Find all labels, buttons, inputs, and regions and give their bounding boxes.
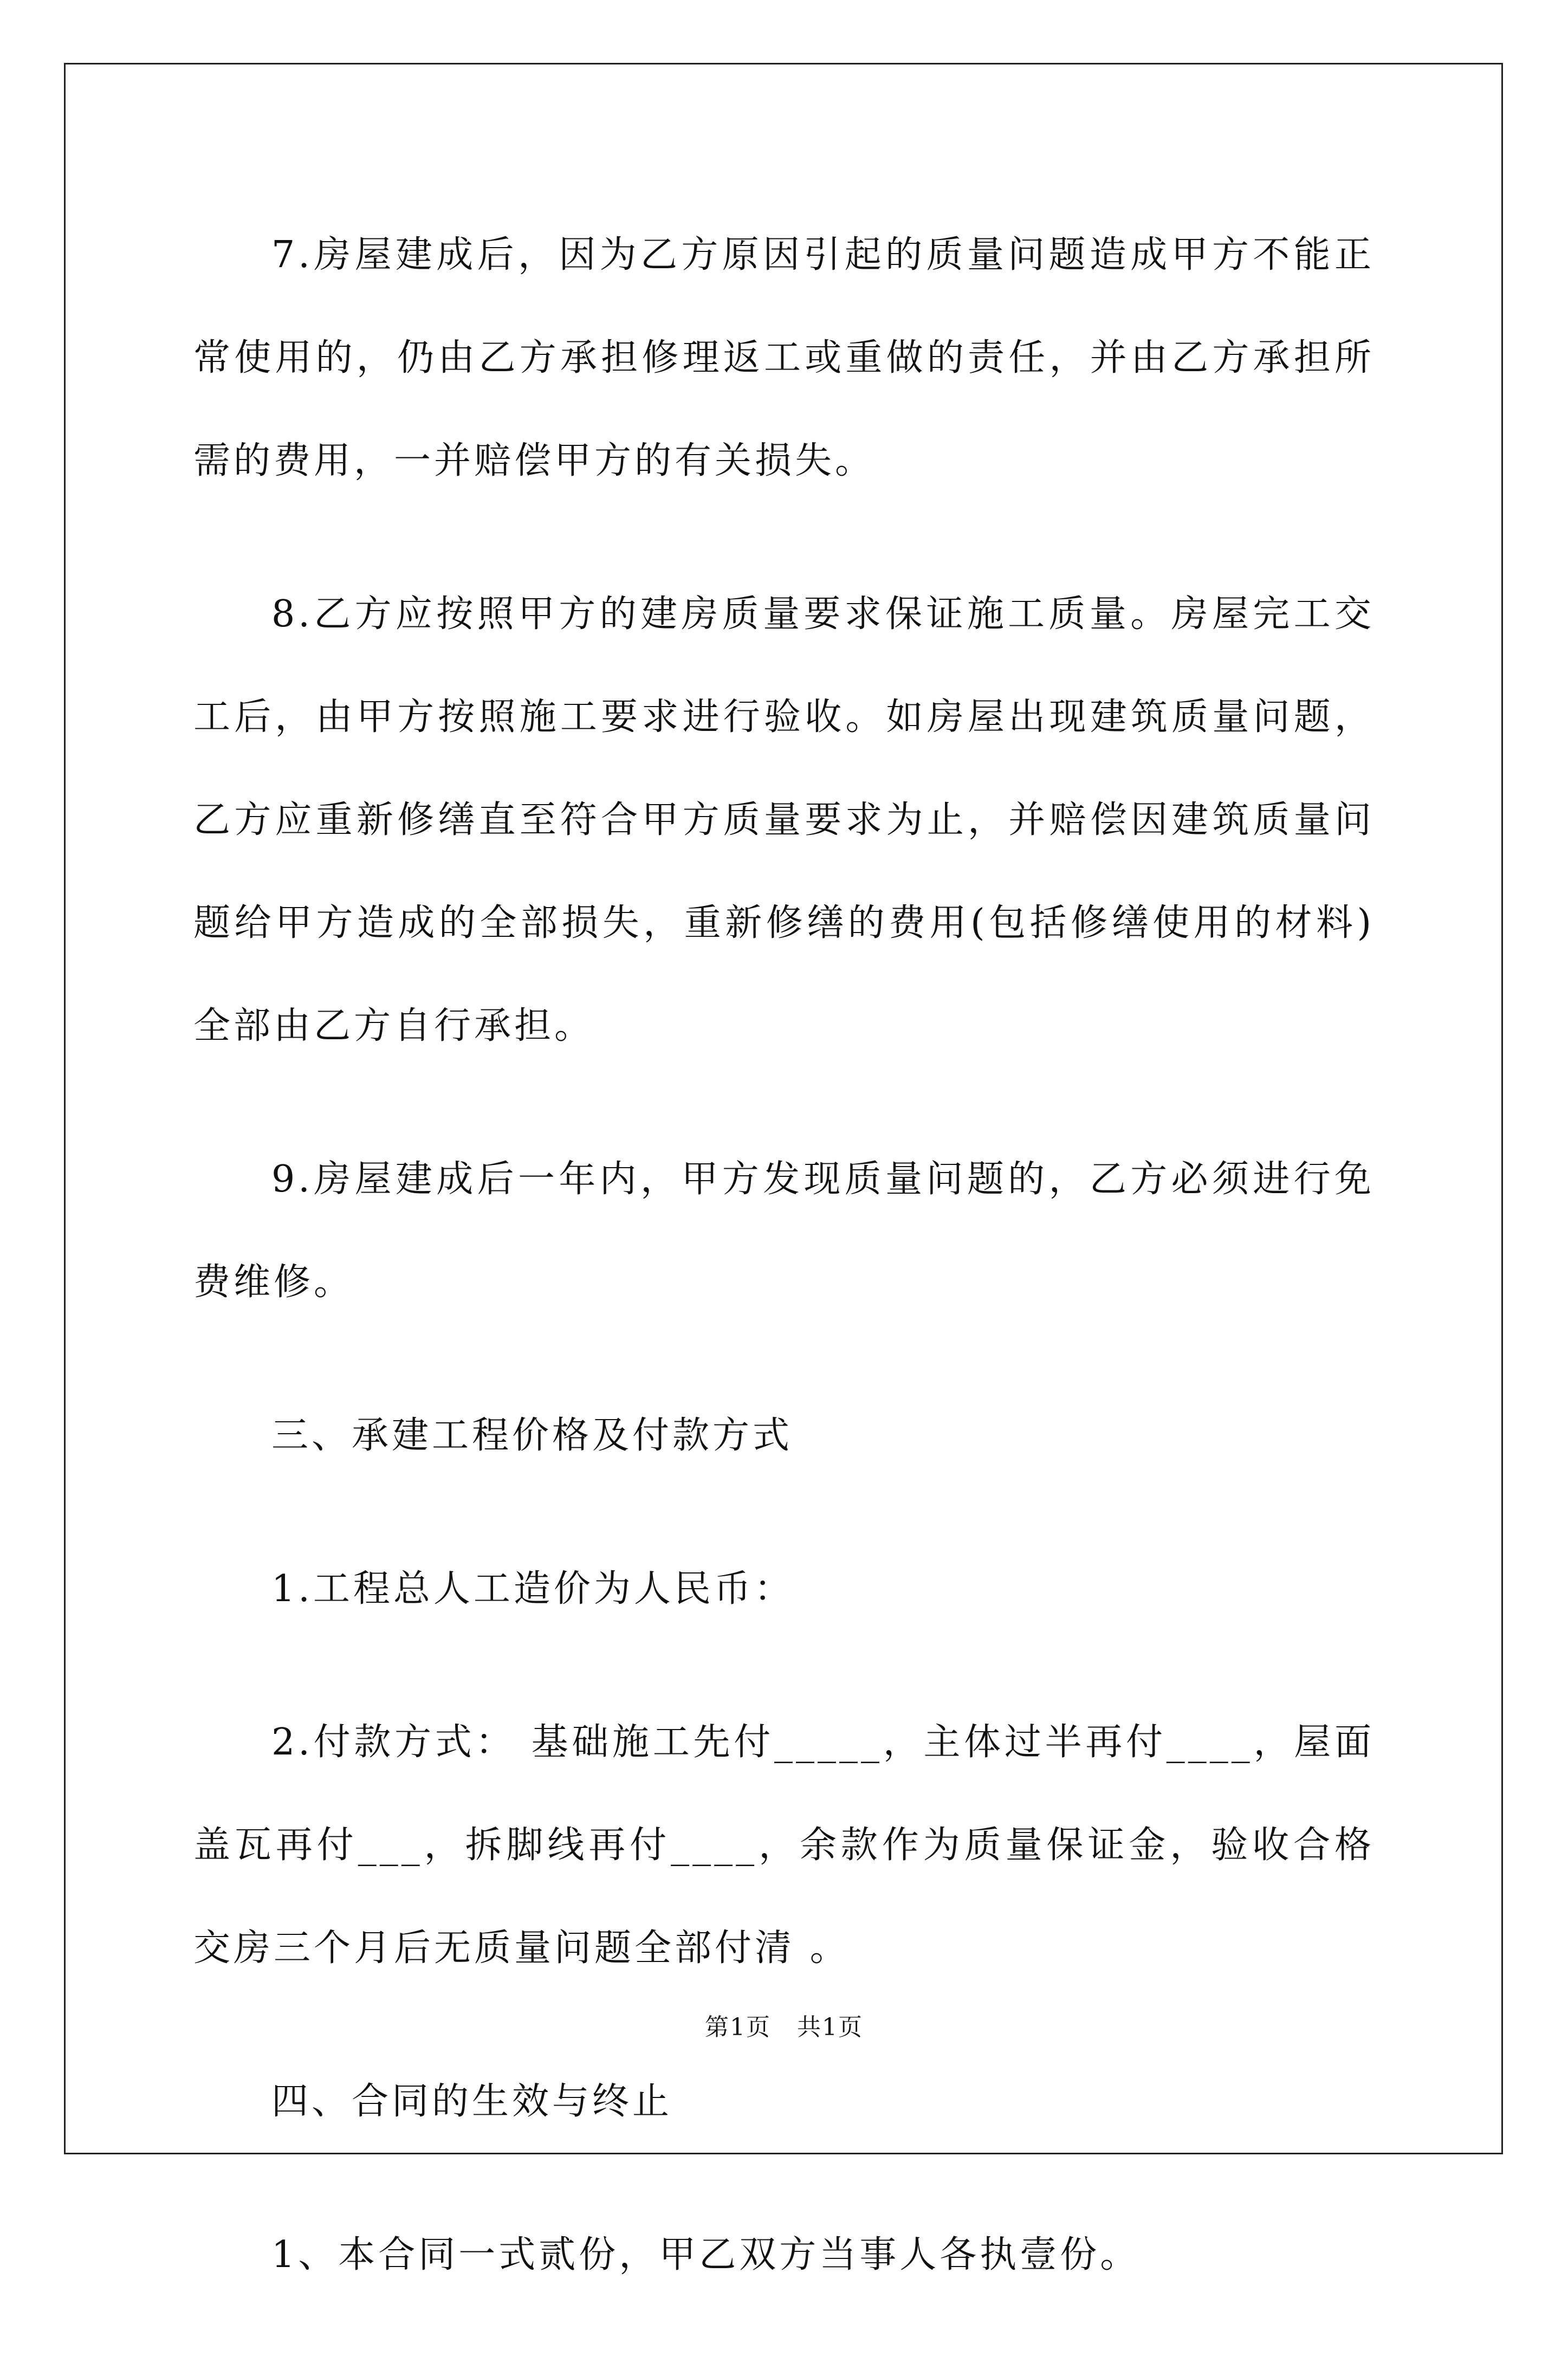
clause-9-paragraph: 9.房屋建成后一年内，甲方发现质量问题的，乙方必须进行免费维修。	[193, 1158, 1375, 1304]
clause-7-paragraph: 7.房屋建成后，因为乙方原因引起的质量问题造成甲方不能正常使用的，仍由乙方承担修理返工或重做的责任，并由乙方承担所需的费用，一并赔偿甲方的有关损失。	[193, 234, 1375, 482]
payment-clause-2-paragraph: 2.付款方式： 基础施工先付_____，主体过半再付____，屋面盖瓦再付___，拆脚线再付____，余款作为质量保证金，验收合格交房三个月后无质量问题全部付清 。	[193, 1721, 1375, 1970]
section-4-heading: 四、合同的生效与终止	[271, 2080, 673, 2123]
page-number-footer: 第1页 共1页	[705, 2013, 863, 2041]
price-clause-1-paragraph: 1.工程总人工造价为人民币：	[271, 1568, 794, 1610]
section-3-heading: 三、承建工程价格及付款方式	[271, 1414, 793, 1457]
effect-clause-1-paragraph: 1、本合同一式贰份，甲乙双方当事人各执壹份。	[271, 2233, 1141, 2276]
clause-8-paragraph: 8.乙方应按照甲方的建房质量要求保证施工质量。房屋完工交工后，由甲方按照施工要求进行验收。如房屋出现建筑质量问题，乙方应重新修缮直至符合甲方质量要求为止，并赔偿因建筑质量问题给甲方造成的全部损失，重新修缮的费用(包括修缮使用的材料)全部由乙方自行承担。	[193, 593, 1375, 1047]
